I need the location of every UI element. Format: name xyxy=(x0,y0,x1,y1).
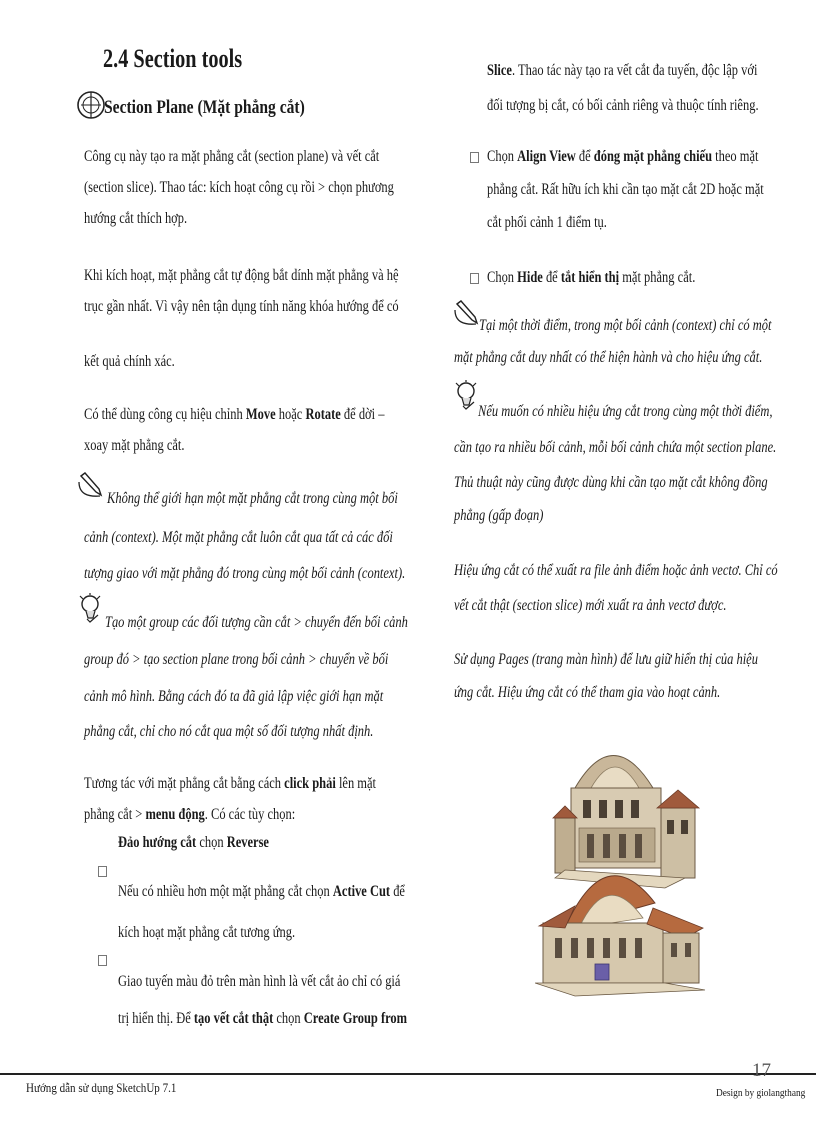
tip-line: phẳng cắt, chỉ cho nó cắt qua một số đối tượng nhất định. xyxy=(84,723,374,740)
note-line: Tại một thời điểm, trong một bối cảnh (context) chỉ có một xyxy=(479,317,772,334)
paragraph-line: phẳng cắt > menu động. Có các tùy chọn: xyxy=(84,806,296,823)
paragraph-line: vết cắt thật (section slice) mới xuất ra ảnh vectơ được. xyxy=(454,597,727,614)
option-line: Nếu có nhiều hơn một mặt phẳng cắt chọn Active Cut để xyxy=(118,883,405,900)
bullet-box xyxy=(470,273,479,284)
note-line: mặt phẳng cắt duy nhất có thể hiện hành và cho hiệu ứng cắt. xyxy=(454,349,763,366)
paragraph-line: xoay mặt phẳng cắt. xyxy=(84,437,185,454)
paragraph-line: đối tượng bị cắt, có bối cảnh riêng và thuộc tính riêng. xyxy=(487,97,759,114)
paragraph-line: ứng cắt. Hiệu ứng cắt có thể tham gia vào hoạt cảnh. xyxy=(454,684,721,701)
footer-left-text: Hướng dẫn sử dụng SketchUp 7.1 xyxy=(26,1080,177,1095)
section-title: 2.4 Section tools xyxy=(103,44,243,73)
paragraph-line: hướng cắt thích hợp. xyxy=(84,210,188,227)
bullet-line: cắt phối cảnh 1 điểm tụ. xyxy=(487,214,607,231)
page-number: 17 xyxy=(752,1060,771,1081)
bullet-line: Chọn Align View để đóng mặt phẳng chiếu theo mặt xyxy=(487,148,759,165)
note-line: cảnh (context). Một mặt phẳng cắt luôn cắt qua tất cả các đối xyxy=(84,529,393,546)
tip-line: phẳng (gấp đoạn) xyxy=(454,507,544,524)
paragraph-line: Tương tác với mặt phẳng cắt bằng cách click phải lên mặt xyxy=(84,775,377,792)
option-line: trị hiển thị. Để tạo vết cắt thật chọn Create Group from xyxy=(118,1010,408,1027)
tip-line: cảnh mô hình. Bằng cách đó ta đã giả lập việc giới hạn mặt xyxy=(84,688,384,705)
option-line: kích hoạt mặt phẳng cắt tương ứng. xyxy=(118,924,296,941)
footer-rule xyxy=(0,1073,816,1075)
paragraph-line: trục gần nhất. Vì vậy nên tận dụng tính năng khóa hướng để có xyxy=(84,298,399,315)
note-line: tượng giao với mặt phẳng đó trong cùng một bối cảnh (context). xyxy=(84,565,406,582)
pencil-note-icon xyxy=(78,470,104,503)
bullet-line: Chọn Hide để tắt hiển thị mặt phẳng cắt. xyxy=(487,269,696,286)
lightbulb-tip-icon xyxy=(78,593,104,628)
section-plane-icon xyxy=(76,90,106,125)
bullet-box xyxy=(98,955,107,966)
pencil-note-icon xyxy=(454,298,480,331)
paragraph-line: Hiệu ứng cắt có thể xuất ra file ảnh điểm hoặc ảnh vectơ. Chỉ có xyxy=(454,562,778,579)
lightbulb-tip-icon xyxy=(454,380,480,415)
bullet-line: phẳng cắt. Rất hữu ích khi cần tạo mặt cắt 2D hoặc mặt xyxy=(487,181,764,198)
footer-right-text: Design by giolangthang xyxy=(716,1087,806,1099)
option-line: Đảo hướng cắt chọn Reverse xyxy=(118,834,269,851)
bullet-box xyxy=(98,866,107,877)
paragraph-line: Khi kích hoạt, mặt phẳng cắt tự động bắt dính mặt phẳng và hệ xyxy=(84,267,399,284)
tip-line: Tạo một group các đối tượng cần cắt > chuyển đến bối cảnh xyxy=(105,614,408,631)
note-line: Không thể giới hạn một mặt phẳng cắt trong cùng một bối xyxy=(107,490,398,507)
option-line: Giao tuyến màu đỏ trên màn hình là vết cắt ảo chỉ có giá xyxy=(118,973,401,990)
paragraph-line: Sử dụng Pages (trang màn hình) để lưu giữ hiển thị của hiệu xyxy=(454,651,758,668)
paragraph-line: Công cụ này tạo ra mặt phẳng cắt (section plane) và vết cắt xyxy=(84,148,380,165)
bullet-box xyxy=(470,152,479,163)
subsection-title: Section Plane (Mặt phẳng cắt) xyxy=(104,97,305,118)
paragraph-line: (section slice). Thao tác: kích hoạt công cụ rồi > chọn phương xyxy=(84,179,394,196)
tip-line: cần tạo ra nhiều bối cảnh, mỗi bối cảnh chứa một section plane. xyxy=(454,439,777,456)
tip-line: Thủ thuật này cũng được dùng khi cần tạo mặt cắt không đồng xyxy=(454,474,768,491)
paragraph-line: kết quả chính xác. xyxy=(84,353,175,370)
building-section-illustration xyxy=(535,728,720,1008)
paragraph-line: Slice. Thao tác này tạo ra vết cắt đa tuyến, độc lập với xyxy=(487,62,758,79)
tip-line: Nếu muốn có nhiều hiệu ứng cắt trong cùng một thời điểm, xyxy=(478,403,773,420)
tip-line: group đó > tạo section plane trong bối cảnh > chuyển về bối xyxy=(84,651,389,668)
paragraph-line: Có thể dùng công cụ hiệu chỉnh Move hoặc Rotate để dời – xyxy=(84,406,385,423)
